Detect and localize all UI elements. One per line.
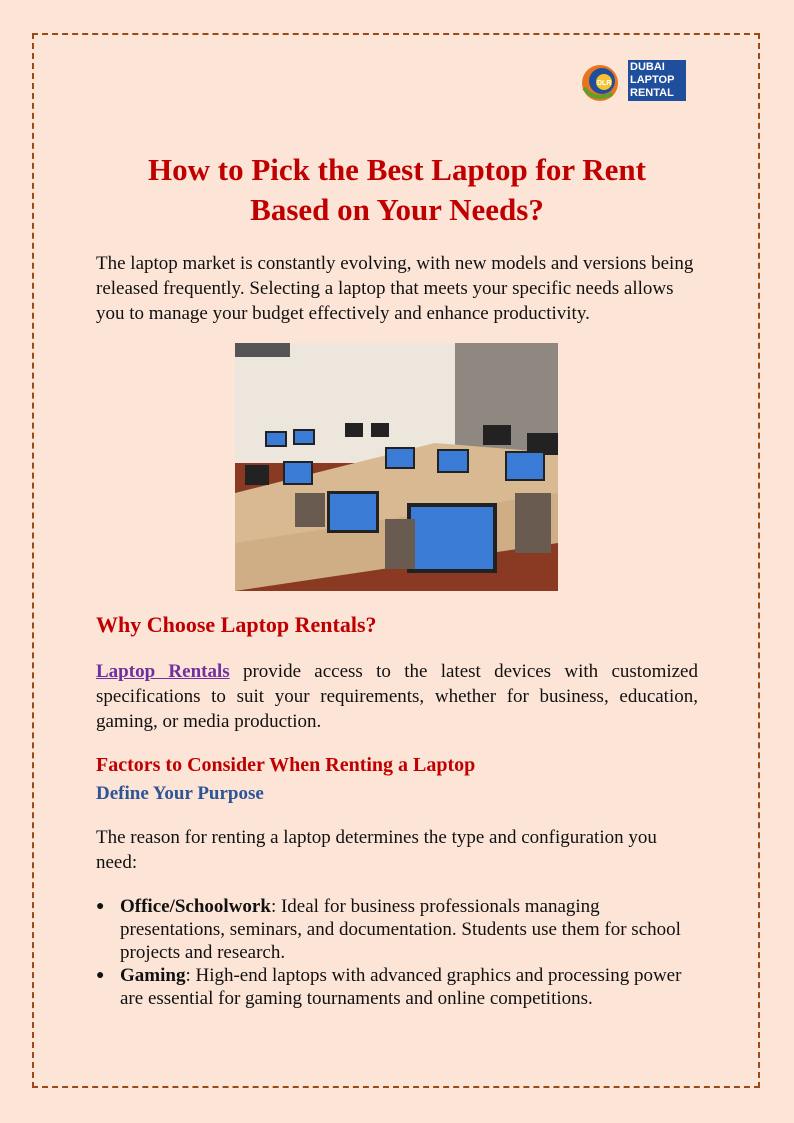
logo-swirl-icon <box>578 58 626 104</box>
purpose-bullet-list <box>96 895 698 1010</box>
logo-line-1: DUBAI <box>630 61 665 73</box>
title-line-1: How to Pick the Best Laptop for Rent <box>148 152 646 187</box>
bullet-icon: ● <box>96 899 105 914</box>
laptops-classroom-photo <box>235 343 558 591</box>
laptop-rentals-link[interactable]: Laptop Rentals <box>96 661 230 682</box>
logo-initials: DLR <box>597 80 612 87</box>
company-logo[interactable] <box>578 58 688 104</box>
bullet-text: : Ideal for business professionals managing presentations, seminars, and documentation. Students use them for school projects and research. <box>120 896 681 963</box>
list-item <box>96 895 698 964</box>
page-title <box>96 150 698 230</box>
section-heading-factors: Factors to Consider When Renting a Laptop <box>96 754 476 776</box>
rentals-paragraph <box>96 659 698 734</box>
bullet-text: : High-end laptops with advanced graphics and processing power are essential for gaming tournaments and online competitions. <box>120 965 682 1009</box>
bullet-term: Gaming <box>120 965 186 986</box>
logo-line-2: LAPTOP <box>630 74 675 86</box>
subheading-define-purpose: Define Your Purpose <box>96 783 264 804</box>
logo-line-3: RENTAL <box>630 87 674 99</box>
bullet-icon: ● <box>96 968 105 983</box>
rentals-paragraph-text: provide access to the latest devices with customized specifications to suit your requirements, whether for business, education, gaming, or media production. <box>96 661 698 732</box>
list-item <box>96 964 698 1010</box>
title-line-2: Based on Your Needs? <box>250 192 544 227</box>
logo-wordmark <box>628 60 686 101</box>
section-heading-why-rentals: Why Choose Laptop Rentals? <box>96 612 377 637</box>
bullet-term: Office/Schoolwork <box>120 896 271 917</box>
intro-paragraph: The laptop market is constantly evolving, with new models and versions being released frequently. Selecting a laptop that meets your specific needs allows you to manage your budget effectively and enhance productivity. <box>96 253 694 324</box>
purpose-paragraph: The reason for renting a laptop determines the type and configuration you need: <box>96 827 657 873</box>
